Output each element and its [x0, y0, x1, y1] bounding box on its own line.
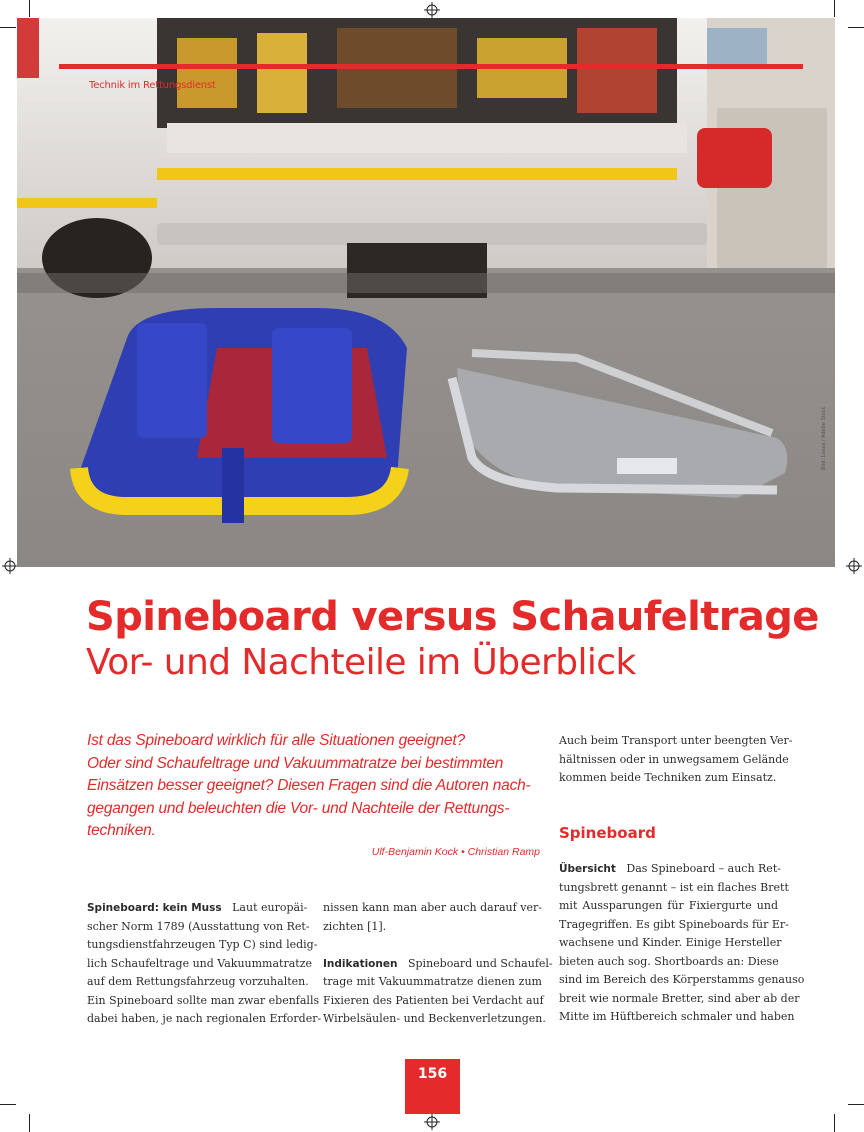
- registration-mark-icon: [424, 1114, 440, 1130]
- body-line: Tragegriffen. Es gibt Spineboards für Er-: [559, 917, 789, 931]
- body-line: Auch beim Transport unter beengten Ver-: [559, 734, 793, 747]
- paragraph-lead: Spineboard: kein Muss: [87, 902, 222, 914]
- body-column-2: [323, 899, 553, 1029]
- body-line: auf dem Rettungsfahrzeug vorzuhalten.: [87, 975, 309, 988]
- body-line: trage mit Vakuummatratze dienen zum: [323, 975, 542, 988]
- registration-mark-icon: [424, 2, 440, 18]
- paragraph-first-line: [87, 899, 306, 918]
- body-line: hältnissen oder in unwegsamem Gelände: [559, 752, 789, 766]
- body-line: wachsene und Kinder. Einige Hersteller: [559, 936, 782, 949]
- crop-mark: [834, 1114, 835, 1132]
- accent-bar: [59, 64, 803, 69]
- photo-credit: Bild: Leesa / Adobe Stock: [821, 406, 827, 470]
- body-line: scher Norm 1789 (Ausstattung von Ret-: [87, 919, 310, 933]
- intro-line: gegangen und beleuchten die Vor- und Nachteile der Rettungs-: [87, 799, 510, 817]
- body-text: Das Spineboard – auch Ret-: [626, 862, 781, 875]
- body-line: nissen kann man aber auch darauf ver-: [323, 901, 542, 914]
- crop-mark: [0, 27, 16, 28]
- body-line: dabei haben, je nach regionalen Erforder-: [87, 1012, 322, 1025]
- paragraph-first-line: [323, 955, 553, 974]
- crop-mark: [29, 0, 30, 17]
- intro-line: Oder sind Schaufeltrage und Vakuummatratze bei bestimmten: [87, 754, 504, 772]
- intro-line: Einsätzen besser geeignet? Diesen Fragen sind die Autoren nach-: [87, 777, 531, 794]
- body-line: bieten auch sog. Shortboards an: Diese: [559, 954, 779, 968]
- crop-mark: [848, 1104, 864, 1105]
- body-line: tungsdienstfahrzeugen Typ C) sind ledig-: [87, 938, 318, 951]
- crop-mark: [0, 1104, 16, 1105]
- section-heading: Spineboard: [559, 824, 656, 842]
- body-text: Laut europäi-: [232, 901, 308, 914]
- body-line: mit Aussparungen für Fixiergurte und: [559, 899, 778, 912]
- paragraph-first-line: [559, 860, 781, 879]
- body-line: zichten [1].: [323, 919, 387, 933]
- body-line: Mitte im Hüftbereich schmaler und haben: [559, 1010, 795, 1023]
- crop-mark: [848, 27, 864, 28]
- registration-mark-icon: [2, 558, 18, 574]
- body-line: breit wie normale Bretter, sind aber ab der: [559, 991, 800, 1005]
- crop-mark: [834, 0, 835, 17]
- article-subtitle: Vor- und Nachteile im Überblick: [86, 642, 636, 683]
- body-column-3-top: [559, 732, 793, 788]
- body-line: kommen beide Techniken zum Einsatz.: [559, 771, 777, 784]
- page-number: 156: [417, 1066, 448, 1082]
- article-intro: [87, 730, 542, 843]
- body-line: Ein Spineboard sollte man zwar ebenfalls: [87, 993, 320, 1007]
- body-line: lich Schaufeltrage und Vakuummatratze: [87, 956, 313, 970]
- body-line: Wirbelsäulen- und Beckenverletzungen.: [323, 1012, 546, 1025]
- body-text: Spineboard und Schaufel-: [407, 956, 553, 970]
- page-number-box: [405, 1059, 460, 1114]
- paragraph-lead: Indikationen: [323, 957, 398, 970]
- crop-mark: [29, 1114, 30, 1132]
- body-column-3: [559, 860, 805, 1027]
- hero-photo: [17, 18, 835, 567]
- body-column-1: [87, 899, 322, 1029]
- section-label: Technik im Rettungsdienst: [89, 80, 216, 91]
- article-authors: Ulf-Benjamin Kock • Christian Ramp: [371, 846, 540, 858]
- body-line: sind im Bereich des Körperstamms genauso: [559, 973, 805, 986]
- intro-line: Ist das Spineboard wirklich für alle Situationen geeignet?: [87, 732, 465, 749]
- intro-line: techniken.: [87, 822, 156, 839]
- body-line: Fixieren des Patienten bei Verdacht auf: [323, 993, 544, 1007]
- paragraph-lead: Übersicht: [559, 863, 616, 875]
- body-line: tungsbrett genannt – ist ein flaches Brett: [559, 880, 789, 894]
- paragraph-gap: [323, 936, 542, 955]
- article-title: Spineboard versus Schaufeltrage: [86, 594, 819, 640]
- registration-mark-icon: [846, 558, 862, 574]
